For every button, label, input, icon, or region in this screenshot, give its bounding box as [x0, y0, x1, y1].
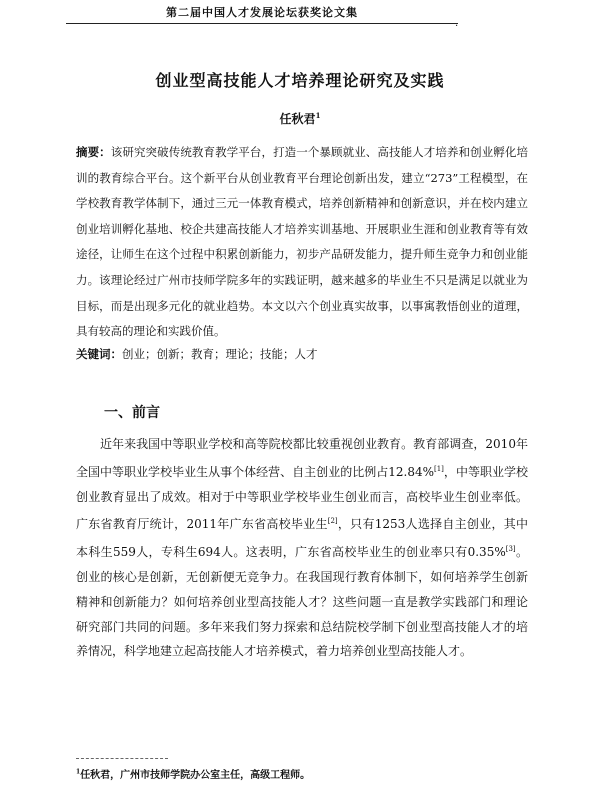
body-paragraph	[76, 432, 528, 664]
author-name: 任秋君	[279, 112, 316, 126]
abstract	[76, 140, 528, 345]
keywords	[76, 344, 528, 364]
citation-ref: [2]	[327, 517, 338, 526]
author-footnote-mark: 1	[315, 111, 321, 120]
footnote-mark: 1	[76, 768, 81, 776]
running-header: 第二届中国人才发展论坛获奖论文集	[66, 4, 458, 24]
footnote-text: 任秋君，广州市技师学院办公室主任，高级工程师。	[80, 770, 311, 781]
paper-title: 创业型高技能人才培养理论研究及实践	[155, 71, 445, 90]
header-dot: .	[455, 18, 459, 29]
body-text-part: ，只有1253人选择自主创业，其中本科生559人，专科生694人。这表明，广东省高校毕业生的创业率只有0.35%	[76, 517, 528, 560]
footnote	[76, 766, 528, 781]
abstract-text: 该研究突破传统教育教学平台，打造一个暴顾就业、高技能人才培养和创业孵化培训的教育综合平台。这个新平台从创业教育平台理论创新出发，建立“273”工程模型，在学校教育教学体制下，通过三元一体教育模式，培养创新精神和创新意识，并在校内建立创业培训孵化基地、校企共建高技能人才培养实训基地、开展职业生涯和创业教育等有效途径，让师生在这个过程中积累创新能力，初步产品研发能力，提升师生竞争力和创业能力。该理论经过广州市技师学院多年的实践证明，越来越多的毕业生不只是满足以就业为目标，而是出现多元化的就业趋势。本文以六个创业真实故事，以事寓教悟创业的道理，具有较高的理论和实践价值。	[76, 145, 529, 339]
keywords-label: 关键词：	[76, 347, 122, 361]
body-text-part: ，中等职业学校创业教育显出了成效。相对于中等职业学校毕业生创业而言，高校毕业生创业率低。广东省教育厅统计，2011年广东省高校毕业生	[76, 464, 528, 532]
author-line	[0, 110, 600, 127]
citation-ref: [1]	[434, 464, 444, 473]
footnote-divider	[76, 758, 168, 759]
keywords-text: 创业；创新；教育；理论；技能；人才	[122, 347, 318, 361]
section-heading: 一、前言	[104, 405, 160, 421]
abstract-label: 摘要：	[76, 145, 111, 159]
body-text-part: 近年来我国中等职业学校和高等院校都比较重视创业教育。教育部调查，2010年全国中等职业学校毕业生从事个体经营、自主创业的比例占12.84%	[76, 437, 528, 479]
citation-ref: [3]	[505, 545, 516, 554]
body-text-part: 。创业的核心是创新，无创新便无竞争力。在我国现行教育体制下，如何培养学生创新精神和创新能力？如何培养创业型高技能人才？这些问题一直是教学实践部门和理论研究部门共同的问题。多年来我们努力探索和总结院校学制下创业型高技能人才的培养情况，科学地建立起高技能人才培养模式，着力培养创业型高技能人才。	[76, 545, 528, 659]
